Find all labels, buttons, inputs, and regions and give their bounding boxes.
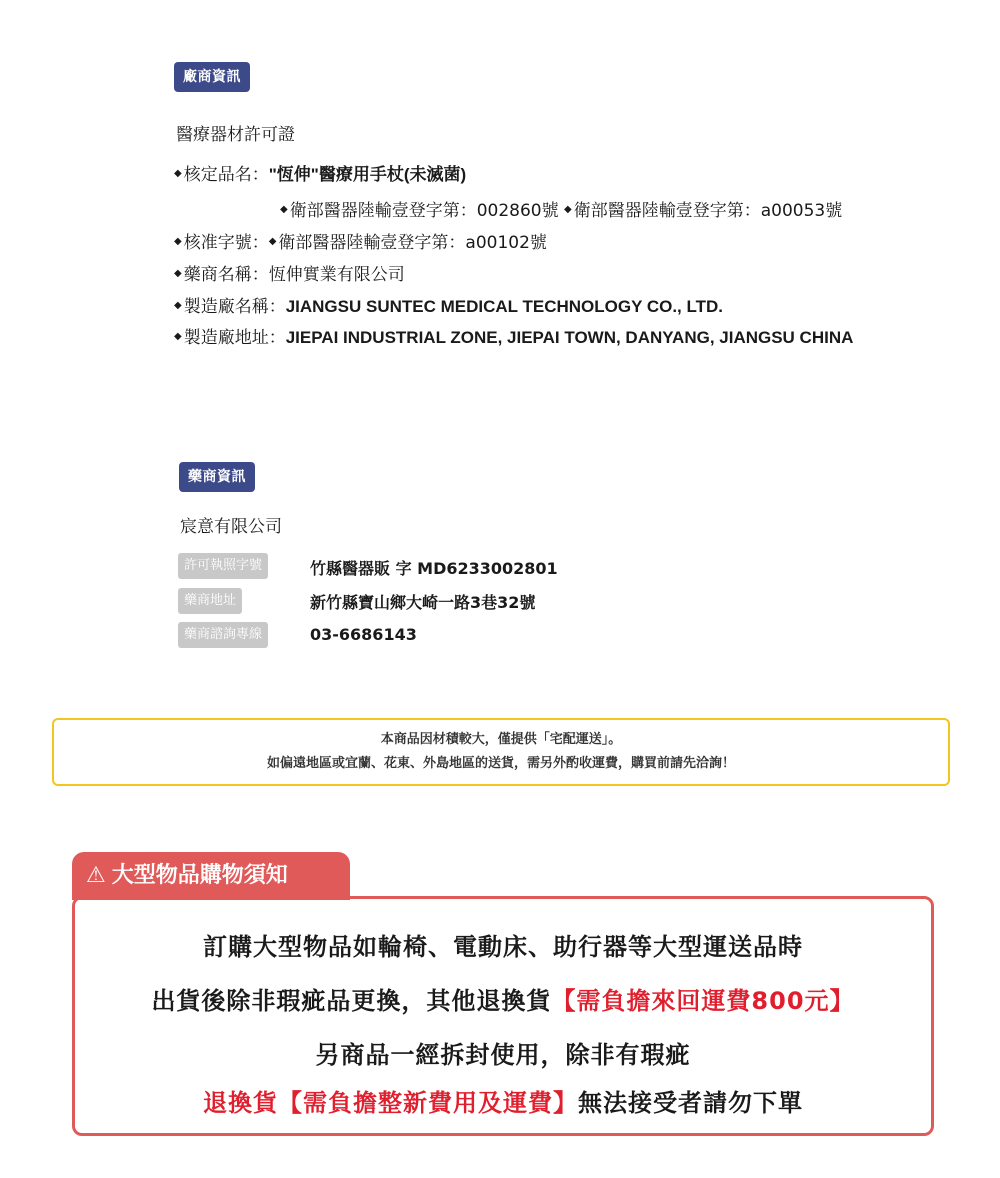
pharma-name-line: ◆ 藥商名稱：恆伸實業有限公司 bbox=[174, 265, 405, 285]
bullet-icon: ◆ bbox=[564, 203, 572, 215]
bullet-icon: ◆ bbox=[174, 299, 182, 311]
large-item-line1: 訂購大型物品如輪椅、電動床、助行器等大型運送品時 bbox=[203, 933, 803, 961]
shipping-notice-line2: 如偏遠地區或宜蘭、花東、外島地區的送貨，需另外酌收運費，購買前請先洽詢！ bbox=[266, 756, 735, 771]
license-numbers-line: ◆ 衛部醫器陸輸壹登字第：002860號 ◆ 衛部醫器陸輸壹登字第：a00053號 bbox=[280, 201, 843, 221]
bullet-icon: ◆ bbox=[174, 330, 182, 342]
bullet-icon: ◆ bbox=[174, 235, 182, 247]
license-title: 醫療器材許可證 bbox=[176, 125, 295, 145]
product-name-line: ◆ 核定品名："恆伸"醫療用手杖(未滅菌) bbox=[174, 165, 467, 185]
large-item-notice-tab bbox=[72, 852, 350, 900]
shipping-notice bbox=[52, 718, 950, 786]
maker-name-line: ◆ 製造廠名稱：JIANGSU SUNTEC MEDICAL TECHNOLOGY CO., LTD. bbox=[174, 297, 724, 317]
pharmacy-info-tag: 藥商資訊 bbox=[179, 462, 255, 492]
large-item-title: 大型物品購物須知 bbox=[111, 863, 288, 888]
pharmacy-name: 宸意有限公司 bbox=[180, 517, 282, 537]
vendor-info-tag: 廠商資訊 bbox=[174, 62, 250, 92]
pharmacy-hotline-value: 03-6686143 bbox=[310, 625, 417, 644]
large-item-line3: 另商品一經拆封使用，除非有瑕疵 bbox=[315, 1041, 691, 1069]
bullet-icon: ◆ bbox=[174, 167, 182, 179]
bullet-icon: ◆ bbox=[268, 235, 277, 247]
large-item-line4: 退換貨【需負擔整新費用及運費】無法接受者請勿下單 bbox=[203, 1089, 803, 1117]
shipping-notice-line1: 本商品因材積較大，僅提供「宅配運送」。 bbox=[380, 732, 622, 747]
bullet-icon: ◆ bbox=[280, 203, 288, 215]
bullet-icon: ◆ bbox=[174, 267, 182, 279]
pharmacy-hotline-label: 藥商諮詢專線 bbox=[178, 622, 268, 648]
large-item-line2: 出貨後除非瑕疵品更換，其他退換貨【需負擔來回運費800元】 bbox=[151, 987, 855, 1015]
license-number-label: 許可執照字號 bbox=[178, 553, 268, 579]
license-number-value: 竹縣醫器販 字 MD6233002801 bbox=[310, 559, 558, 578]
pharmacy-address-label: 藥商地址 bbox=[178, 588, 242, 614]
approval-line: ◆ 核准字號：◆ 衛部醫器陸輸壹登字第：a00102號 bbox=[174, 233, 547, 253]
maker-address-line: ◆ 製造廠地址：JIEPAI INDUSTRIAL ZONE, JIEPAI TOWN, DANYANG, JIANGSU CHINA bbox=[174, 328, 854, 348]
pharmacy-address-value: 新竹縣寶山鄉大崎一路3巷32號 bbox=[310, 593, 536, 612]
large-item-notice-box bbox=[72, 896, 934, 1136]
warning-icon: ⚠ bbox=[86, 863, 106, 888]
